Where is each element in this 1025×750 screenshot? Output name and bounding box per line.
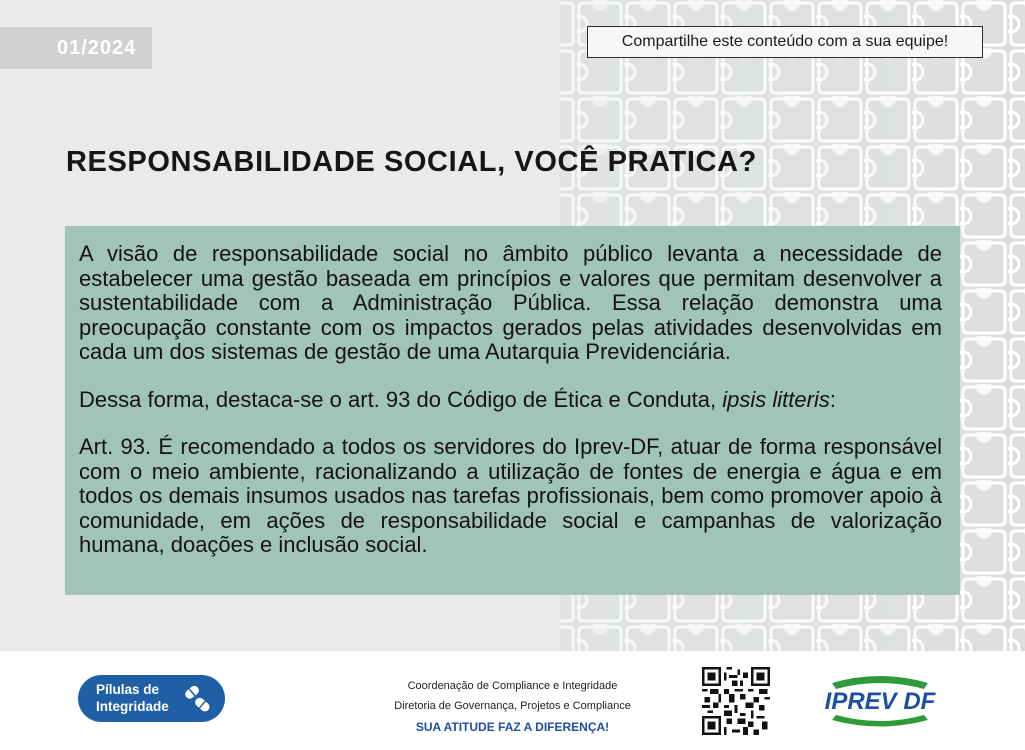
paragraph-intro: A visão de responsabilidade social no âmbito público levanta a necessidade de estabelecer uma gestão baseada em princípios e valores que permitam desenvolver a sustentabilidade com a Administração Pública. Essa relação demonstra uma preocupação constante com os impactos gerados pelas atividades desenvolvidas em cada um dos sistemas de gestão de uma Autarquia Previdenciária.: [79, 241, 942, 364]
footer: [0, 651, 1025, 750]
reference-text: Dessa forma, destaca-se o art. 93 do Código de Ética e Conduta,: [79, 386, 723, 412]
issue-number: 01/2024: [0, 27, 152, 69]
directorate-name: Diretoria de Governança, Projetos e Compliance: [394, 699, 631, 712]
coordination-name: Coordenação de Compliance e Integridade: [407, 680, 618, 692]
share-banner: Compartilhe este conteúdo com a sua equipe!: [587, 26, 983, 58]
page-title: RESPONSABILIDADE SOCIAL, VOCÊ PRATICA?: [66, 146, 757, 178]
pill-icon: [182, 683, 214, 715]
logo-text: IPREV DF: [824, 688, 936, 715]
brand-line-1: Pílulas de: [96, 682, 160, 697]
reference-italic: ipsis litteris: [722, 386, 830, 412]
iprev-logo: [824, 671, 936, 736]
slogan: SUA ATITUDE FAZ A DIFERENÇA!: [415, 720, 610, 734]
reference-colon: :: [829, 386, 836, 412]
content-box: [65, 226, 960, 595]
paragraph-article: Art. 93. É recomendado a todos os servidores do Iprev-DF, atuar de forma responsável com o meio ambiente, racionalizando a utilização de fontes de energia e água e em todos os demais insumos usados nas tarefas profissionais, bem como promover apoio à comunidade, em ações de responsabilidade social e campanhas de valorização humana, doações e inclusão social.: [79, 434, 942, 557]
pilulas-integridade-logo: [78, 675, 225, 722]
iprev-logo-graphic: [824, 671, 936, 731]
brand-text: [96, 681, 169, 715]
paragraph-reference: [79, 388, 942, 413]
brand-line-2: Integridade: [96, 699, 169, 714]
coordination-info: [370, 677, 655, 738]
qr-code[interactable]: [702, 667, 770, 735]
